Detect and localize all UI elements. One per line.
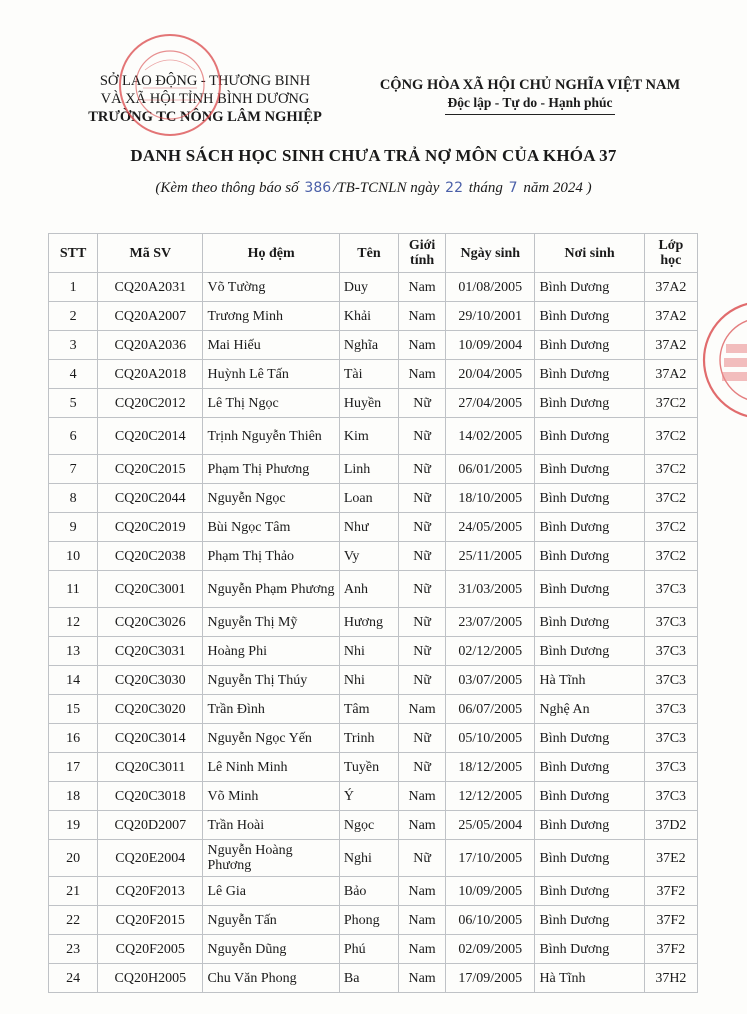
table-row xyxy=(49,389,698,418)
table-row xyxy=(49,666,698,695)
cell-class: 37A2 xyxy=(644,360,697,389)
cell-birthplace: Bình Dương xyxy=(535,484,644,513)
cell-stt: 14 xyxy=(49,666,98,695)
cell-gender: Nữ xyxy=(399,418,446,455)
cell-birth-date: 18/12/2005 xyxy=(446,753,535,782)
cell-birthplace: Bình Dương xyxy=(535,571,644,608)
table-row xyxy=(49,782,698,811)
cell-birth-date: 02/09/2005 xyxy=(446,935,535,964)
cell-birth-date: 10/09/2004 xyxy=(446,331,535,360)
cell-middle-name: Nguyễn Thị Mỹ xyxy=(203,608,339,637)
cell-first-name: Linh xyxy=(339,455,398,484)
cell-student-id: CQ20C3026 xyxy=(98,608,203,637)
cell-student-id: CQ20C2044 xyxy=(98,484,203,513)
cell-stt: 20 xyxy=(49,840,98,877)
cell-stt: 2 xyxy=(49,302,98,331)
subtitle-part-2: /TB-TCNLN ngày xyxy=(333,180,440,196)
header-class-line-2: học xyxy=(660,253,682,268)
cell-first-name: Ý xyxy=(339,782,398,811)
table-row xyxy=(49,935,698,964)
cell-birthplace: Bình Dương xyxy=(535,840,644,877)
notice-number: 386 xyxy=(304,180,332,196)
cell-birthplace: Bình Dương xyxy=(535,273,644,302)
motto: Độc lập - Tự do - Hạnh phúc xyxy=(447,95,613,110)
cell-stt: 11 xyxy=(49,571,98,608)
cell-student-id: CQ20H2005 xyxy=(98,964,203,993)
table-row xyxy=(49,840,698,877)
cell-stt: 22 xyxy=(49,906,98,935)
cell-birthplace: Bình Dương xyxy=(535,360,644,389)
cell-birth-date: 12/12/2005 xyxy=(446,782,535,811)
cell-class: 37D2 xyxy=(644,811,697,840)
cell-stt: 21 xyxy=(49,877,98,906)
national-motto-block xyxy=(350,76,710,115)
cell-middle-name: Mai Hiếu xyxy=(203,331,339,360)
cell-birth-date: 25/05/2004 xyxy=(446,811,535,840)
cell-birthplace: Bình Dương xyxy=(535,935,644,964)
cell-student-id: CQ20C2014 xyxy=(98,418,203,455)
cell-middle-name: Chu Văn Phong xyxy=(203,964,339,993)
table-row xyxy=(49,542,698,571)
cell-gender: Nữ xyxy=(399,455,446,484)
cell-birthplace: Bình Dương xyxy=(535,455,644,484)
cell-student-id: CQ20A2036 xyxy=(98,331,203,360)
header-class-line-1: Lớp xyxy=(658,238,684,253)
cell-birthplace: Bình Dương xyxy=(535,608,644,637)
cell-class: 37C3 xyxy=(644,753,697,782)
cell-stt: 18 xyxy=(49,782,98,811)
cell-class: 37A2 xyxy=(644,273,697,302)
issuing-agency-block xyxy=(70,72,340,126)
cell-middle-name: Trần Hoài xyxy=(203,811,339,840)
cell-first-name: Tài xyxy=(339,360,398,389)
cell-stt: 16 xyxy=(49,724,98,753)
cell-student-id: CQ20D2007 xyxy=(98,811,203,840)
cell-gender: Nam xyxy=(399,811,446,840)
notice-month: 7 xyxy=(508,180,518,196)
cell-middle-name: Bùi Ngọc Tâm xyxy=(203,513,339,542)
cell-first-name: Vy xyxy=(339,542,398,571)
cell-gender: Nữ xyxy=(399,571,446,608)
cell-birth-date: 31/03/2005 xyxy=(446,571,535,608)
cell-student-id: CQ20A2007 xyxy=(98,302,203,331)
cell-stt: 5 xyxy=(49,389,98,418)
cell-middle-name: Lê Thị Ngọc xyxy=(203,389,339,418)
cell-gender: Nam xyxy=(399,964,446,993)
cell-first-name: Phong xyxy=(339,906,398,935)
header-first-name: Tên xyxy=(339,234,398,273)
cell-student-id: CQ20E2004 xyxy=(98,840,203,877)
subtitle-part-1: (Kèm theo thông báo số xyxy=(155,180,299,196)
cell-class: 37C2 xyxy=(644,455,697,484)
cell-class: 37A2 xyxy=(644,302,697,331)
cell-first-name: Trinh xyxy=(339,724,398,753)
cell-gender: Nam xyxy=(399,877,446,906)
cell-middle-name: Hoàng Phi xyxy=(203,637,339,666)
cell-first-name: Phú xyxy=(339,935,398,964)
cell-stt: 13 xyxy=(49,637,98,666)
cell-middle-name: Lê Ninh Minh xyxy=(203,753,339,782)
cell-gender: Nữ xyxy=(399,542,446,571)
cell-student-id: CQ20F2013 xyxy=(98,877,203,906)
cell-middle-name: Nguyễn Ngọc xyxy=(203,484,339,513)
cell-gender: Nữ xyxy=(399,637,446,666)
cell-gender: Nam xyxy=(399,935,446,964)
cell-class: 37E2 xyxy=(644,840,697,877)
cell-birth-date: 27/04/2005 xyxy=(446,389,535,418)
cell-birth-date: 03/07/2005 xyxy=(446,666,535,695)
cell-first-name: Nghĩa xyxy=(339,331,398,360)
student-list-table xyxy=(48,233,698,993)
cell-birthplace: Bình Dương xyxy=(535,513,644,542)
cell-middle-name: Trịnh Nguyễn Thiên xyxy=(203,418,339,455)
cell-first-name: Như xyxy=(339,513,398,542)
cell-birthplace: Hà Tĩnh xyxy=(535,964,644,993)
cell-class: 37C3 xyxy=(644,608,697,637)
table-row xyxy=(49,695,698,724)
cell-class: 37C2 xyxy=(644,542,697,571)
table-row xyxy=(49,608,698,637)
cell-stt: 23 xyxy=(49,935,98,964)
cell-stt: 10 xyxy=(49,542,98,571)
cell-stt: 6 xyxy=(49,418,98,455)
cell-student-id: CQ20C3020 xyxy=(98,695,203,724)
cell-student-id: CQ20C3030 xyxy=(98,666,203,695)
cell-gender: Nữ xyxy=(399,513,446,542)
cell-class: 37C3 xyxy=(644,695,697,724)
cell-class: 37C3 xyxy=(644,637,697,666)
table-header-row xyxy=(49,234,698,273)
cell-birthplace: Bình Dương xyxy=(535,906,644,935)
cell-birth-date: 01/08/2005 xyxy=(446,273,535,302)
cell-birth-date: 10/09/2005 xyxy=(446,877,535,906)
cell-middle-name: Nguyễn Hoàng Phương xyxy=(203,840,339,877)
cell-class: 37C3 xyxy=(644,782,697,811)
cell-student-id: CQ20C2012 xyxy=(98,389,203,418)
cell-gender: Nữ xyxy=(399,608,446,637)
cell-birth-date: 25/11/2005 xyxy=(446,542,535,571)
cell-birth-date: 23/07/2005 xyxy=(446,608,535,637)
header-stt: STT xyxy=(49,234,98,273)
cell-student-id: CQ20C3031 xyxy=(98,637,203,666)
cell-gender: Nam xyxy=(399,273,446,302)
header-middle-name: Họ đệm xyxy=(203,234,339,273)
cell-middle-name: Nguyễn Dũng xyxy=(203,935,339,964)
cell-student-id: CQ20C3001 xyxy=(98,571,203,608)
table-row xyxy=(49,418,698,455)
table-row xyxy=(49,513,698,542)
cell-first-name: Nghi xyxy=(339,840,398,877)
cell-birth-date: 17/09/2005 xyxy=(446,964,535,993)
cell-first-name: Khải xyxy=(339,302,398,331)
subtitle-part-4: năm 2024 ) xyxy=(523,180,592,196)
cell-first-name: Ngọc xyxy=(339,811,398,840)
cell-middle-name: Huỳnh Lê Tấn xyxy=(203,360,339,389)
cell-birthplace: Bình Dương xyxy=(535,542,644,571)
cell-first-name: Tâm xyxy=(339,695,398,724)
notice-day: 22 xyxy=(445,180,463,196)
cell-birth-date: 18/10/2005 xyxy=(446,484,535,513)
country-name: CỘNG HÒA XÃ HỘI CHỦ NGHĨA VIỆT NAM xyxy=(379,77,681,93)
cell-birthplace: Bình Dương xyxy=(535,811,644,840)
table-row xyxy=(49,877,698,906)
cell-class: 37C3 xyxy=(644,571,697,608)
cell-middle-name: Nguyễn Thị Thúy xyxy=(203,666,339,695)
cell-birth-date: 14/02/2005 xyxy=(446,418,535,455)
header-gender-line-1: Giới xyxy=(408,238,436,253)
school-name: TRƯỜNG TC NÔNG LÂM NGHIỆP xyxy=(88,109,322,125)
cell-class: 37F2 xyxy=(644,877,697,906)
cell-class: 37C3 xyxy=(644,666,697,695)
cell-stt: 15 xyxy=(49,695,98,724)
cell-student-id: CQ20F2005 xyxy=(98,935,203,964)
cell-student-id: CQ20C2019 xyxy=(98,513,203,542)
cell-class: 37C3 xyxy=(644,724,697,753)
cell-gender: Nam xyxy=(399,360,446,389)
table-row xyxy=(49,753,698,782)
cell-class: 37C2 xyxy=(644,484,697,513)
cell-gender: Nam xyxy=(399,695,446,724)
cell-birth-date: 29/10/2001 xyxy=(446,302,535,331)
cell-student-id: CQ20F2015 xyxy=(98,906,203,935)
table-row xyxy=(49,331,698,360)
cell-gender: Nữ xyxy=(399,389,446,418)
agency-line-2: VÀ XÃ HỘI TỈNH BÌNH DƯƠNG xyxy=(100,91,310,107)
cell-class: 37C2 xyxy=(644,418,697,455)
cell-gender: Nam xyxy=(399,906,446,935)
cell-student-id: CQ20C2015 xyxy=(98,455,203,484)
cell-first-name: Ba xyxy=(339,964,398,993)
cell-middle-name: Phạm Thị Thảo xyxy=(203,542,339,571)
cell-student-id: CQ20A2031 xyxy=(98,273,203,302)
cell-birth-date: 06/07/2005 xyxy=(446,695,535,724)
cell-stt: 12 xyxy=(49,608,98,637)
cell-middle-name: Lê Gia xyxy=(203,877,339,906)
table-row xyxy=(49,811,698,840)
cell-birth-date: 17/10/2005 xyxy=(446,840,535,877)
cell-first-name: Duy xyxy=(339,273,398,302)
cell-birth-date: 05/10/2005 xyxy=(446,724,535,753)
cell-gender: Nữ xyxy=(399,484,446,513)
cell-stt: 4 xyxy=(49,360,98,389)
cell-gender: Nam xyxy=(399,331,446,360)
cell-student-id: CQ20C2038 xyxy=(98,542,203,571)
cell-birthplace: Bình Dương xyxy=(535,389,644,418)
cell-middle-name: Nguyễn Phạm Phương xyxy=(203,571,339,608)
cell-student-id: CQ20A2018 xyxy=(98,360,203,389)
table-row xyxy=(49,964,698,993)
header-gender xyxy=(399,234,446,273)
cell-birthplace: Bình Dương xyxy=(535,637,644,666)
cell-gender: Nam xyxy=(399,782,446,811)
cell-middle-name: Nguyễn Tấn xyxy=(203,906,339,935)
cell-birthplace: Bình Dương xyxy=(535,782,644,811)
cell-birth-date: 24/05/2005 xyxy=(446,513,535,542)
cell-student-id: CQ20C3018 xyxy=(98,782,203,811)
cell-class: 37C2 xyxy=(644,389,697,418)
cell-birthplace: Bình Dương xyxy=(535,302,644,331)
cell-first-name: Kim xyxy=(339,418,398,455)
cell-middle-name: Võ Minh xyxy=(203,782,339,811)
cell-gender: Nữ xyxy=(399,666,446,695)
table-row xyxy=(49,571,698,608)
cell-middle-name: Phạm Thị Phương xyxy=(203,455,339,484)
cell-birthplace: Bình Dương xyxy=(535,877,644,906)
cell-stt: 8 xyxy=(49,484,98,513)
cell-first-name: Nhi xyxy=(339,666,398,695)
header-birth-date: Ngày sinh xyxy=(446,234,535,273)
table-row xyxy=(49,302,698,331)
cell-stt: 1 xyxy=(49,273,98,302)
cell-stt: 7 xyxy=(49,455,98,484)
cell-class: 37A2 xyxy=(644,331,697,360)
cell-middle-name: Nguyễn Ngọc Yến xyxy=(203,724,339,753)
cell-birthplace: Bình Dương xyxy=(535,418,644,455)
table-row xyxy=(49,273,698,302)
table-body xyxy=(49,273,698,993)
cell-class: 37H2 xyxy=(644,964,697,993)
cell-stt: 19 xyxy=(49,811,98,840)
cell-first-name: Loan xyxy=(339,484,398,513)
cell-first-name: Tuyền xyxy=(339,753,398,782)
cell-birth-date: 02/12/2005 xyxy=(446,637,535,666)
table-row xyxy=(49,906,698,935)
document-subtitle xyxy=(0,180,747,197)
header-class xyxy=(644,234,697,273)
cell-birthplace: Bình Dương xyxy=(535,331,644,360)
cell-first-name: Anh xyxy=(339,571,398,608)
cell-middle-name: Trần Đình xyxy=(203,695,339,724)
cell-birthplace: Nghệ An xyxy=(535,695,644,724)
cell-class: 37C2 xyxy=(644,513,697,542)
cell-middle-name: Võ Tường xyxy=(203,273,339,302)
cell-birth-date: 06/01/2005 xyxy=(446,455,535,484)
header-student-id: Mã SV xyxy=(98,234,203,273)
table-row xyxy=(49,484,698,513)
table-row xyxy=(49,360,698,389)
cell-student-id: CQ20C3014 xyxy=(98,724,203,753)
cell-stt: 17 xyxy=(49,753,98,782)
cell-first-name: Huyền xyxy=(339,389,398,418)
header-birthplace: Nơi sinh xyxy=(535,234,644,273)
cell-stt: 3 xyxy=(49,331,98,360)
cell-stt: 9 xyxy=(49,513,98,542)
cell-class: 37F2 xyxy=(644,935,697,964)
cell-birthplace: Hà Tĩnh xyxy=(535,666,644,695)
table-row xyxy=(49,455,698,484)
agency-line-1: SỞ LAO ĐỘNG - THƯƠNG BINH xyxy=(99,73,311,89)
cell-birth-date: 20/04/2005 xyxy=(446,360,535,389)
cell-middle-name: Trương Minh xyxy=(203,302,339,331)
cell-gender: Nữ xyxy=(399,724,446,753)
cell-class: 37F2 xyxy=(644,906,697,935)
cell-birth-date: 06/10/2005 xyxy=(446,906,535,935)
header-gender-line-2: tính xyxy=(410,253,435,268)
subtitle-part-3: tháng xyxy=(468,180,503,196)
cell-first-name: Bảo xyxy=(339,877,398,906)
cell-gender: Nam xyxy=(399,302,446,331)
cell-gender: Nữ xyxy=(399,753,446,782)
table-row xyxy=(49,637,698,666)
cell-student-id: CQ20C3011 xyxy=(98,753,203,782)
cell-birthplace: Bình Dương xyxy=(535,753,644,782)
document-title: DANH SÁCH HỌC SINH CHƯA TRẢ NỢ MÔN CỦA KHÓA 37 xyxy=(130,146,617,165)
cell-first-name: Hương xyxy=(339,608,398,637)
cell-first-name: Nhi xyxy=(339,637,398,666)
edge-seal-stamp xyxy=(700,296,747,424)
motto-underline xyxy=(445,114,615,115)
table-row xyxy=(49,724,698,753)
cell-stt: 24 xyxy=(49,964,98,993)
cell-gender: Nữ xyxy=(399,840,446,877)
cell-birthplace: Bình Dương xyxy=(535,724,644,753)
